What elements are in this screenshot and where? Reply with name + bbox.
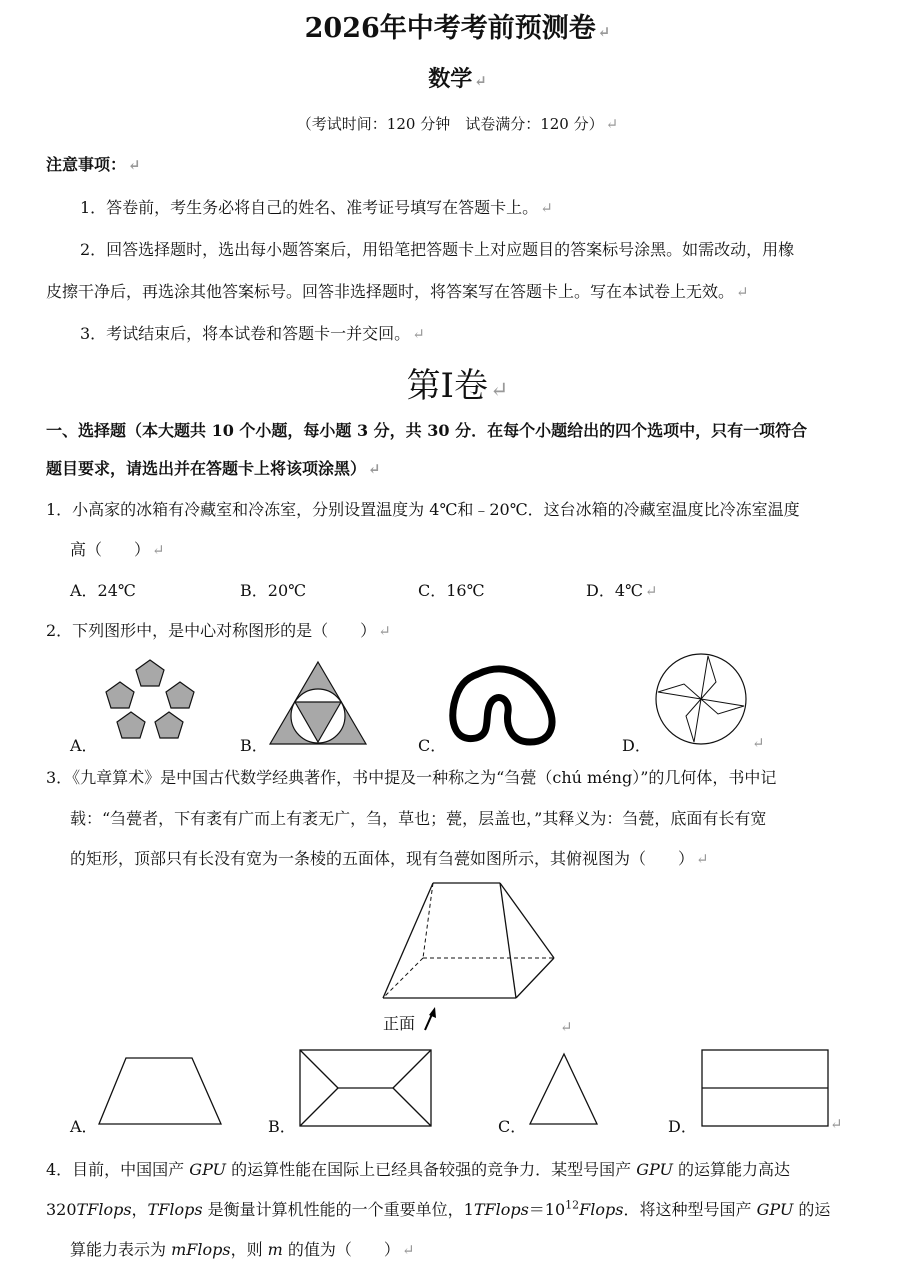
q1-stem-line1: 1．小高家的冰箱有冷藏室和冷冻室，分别设置温度为 4℃和﹣20℃．这台冰箱的冷藏室温度比冷冻室温度 xyxy=(46,500,800,519)
q1-stem-line2: 高（ ） ↵ xyxy=(70,540,165,559)
q3-return-mark: ↵ xyxy=(560,1018,573,1036)
q3-label-b: B． xyxy=(268,1117,296,1136)
q3-label-a: A． xyxy=(70,1117,98,1136)
q3-label-c: C． xyxy=(498,1117,527,1136)
section1-line2: 题目要求，请选出并在答题卡上将该项涂黑） ↵ xyxy=(46,459,381,478)
q3-d-return-mark: ↵ xyxy=(830,1115,843,1133)
q3-label-d: D． xyxy=(668,1117,697,1136)
note-2: 2．回答选择题时，选出每小题答案后，用铅笔把答题卡上对应题目的答案标号涂黑。如需改动，用橡 xyxy=(80,240,795,259)
q2-label-d: D． xyxy=(622,736,651,755)
q3-stem-line2: 载：“刍甍者，下有袤有广而上有袤无广，刍，草也；甍，层盖也，”其释义为：刍甍，底面有长有宽 xyxy=(70,809,767,828)
q1-option-b: B．20℃ xyxy=(240,581,307,600)
q2-figure-b-triangle-circle xyxy=(268,660,368,748)
note-2-cont: 皮擦干净后，再选涂其他答案标号。回答非选择题时，将答案写在答题卡上。写在本试卷上无效。 ↵ xyxy=(46,282,749,301)
q3-solid-figure xyxy=(378,880,563,1005)
q3-option-c-triangle xyxy=(528,1052,600,1128)
note-3: 3．考试结束后，将本试卷和答题卡一并交回。 ↵ xyxy=(80,324,425,343)
note-1: 1．答卷前，考生务必将自己的姓名、准考证号填写在答题卡上。 ↵ xyxy=(80,198,553,217)
q4-stem-line2: 320TFlops，TFlops 是衡量计算机性能的一个重要单位，$1TFlops=10^{12}Flops$．将这种型号国产 GPU 的运 xyxy=(46,1198,831,1219)
q2-label-c: C． xyxy=(418,736,447,755)
volume-title: 第I卷↵ xyxy=(406,366,509,406)
q4-stem-line3: 算能力表示为 mFlops，则 m 的值为（ ） ↵ xyxy=(70,1240,415,1259)
q2-stem: 2．下列图形中，是中心对称图形的是（ ） ↵ xyxy=(46,621,391,640)
q1-option-a: A．24℃ xyxy=(70,581,136,600)
q3-option-b-rectangle-diagonals xyxy=(298,1048,434,1130)
q2-label-a: A． xyxy=(70,736,98,755)
q2-figure-c-s-curve xyxy=(448,664,563,748)
q3-stem-line1: 3．《九章算术》是中国古代数学经典著作，书中提及一种称之为“刍甍（chú méng）”的几何体，书中记 xyxy=(46,768,777,787)
q3-option-d-rectangle-midline xyxy=(700,1048,830,1128)
q4-stem-line1: 4．目前，中国国产 GPU 的运算性能在国际上已经具备较强的竞争力．某型号国产 GPU 的运算能力高达 xyxy=(46,1160,791,1179)
notes-heading: 注意事项： ↵ xyxy=(46,155,141,174)
q3-front-label: 正面 xyxy=(383,1014,416,1033)
exam-title: 2026年中考考前预测卷 ↵ xyxy=(304,13,611,44)
q2-figure-a-five-pentagons xyxy=(95,652,205,752)
arrow-icon xyxy=(422,1006,438,1032)
q1-option-d: D．4℃ ↵ xyxy=(586,581,658,600)
q3-stem-line3: 的矩形，顶部只有长没有宽为一条棱的五面体，现有刍甍如图所示，其俯视图为（ ） ↵ xyxy=(70,849,709,868)
exam-info: （考试时间：120 分钟 试卷满分：120 分） ↵ xyxy=(296,115,619,133)
q1-option-c: C．16℃ xyxy=(418,581,485,600)
section1-line1: 一、选择题（本大题共 10 个小题，每小题 3 分，共 30 分．在每个小题给出的四个选项中，只有一项符合 xyxy=(46,421,808,440)
q2-label-b: B． xyxy=(240,736,268,755)
subject-title: 数学 ↵ xyxy=(428,66,487,92)
q3-option-a-trapezoid xyxy=(96,1056,224,1128)
q2-figure-d-pinwheel-circle xyxy=(652,652,752,746)
q2-return-mark: ↵ xyxy=(752,734,765,752)
